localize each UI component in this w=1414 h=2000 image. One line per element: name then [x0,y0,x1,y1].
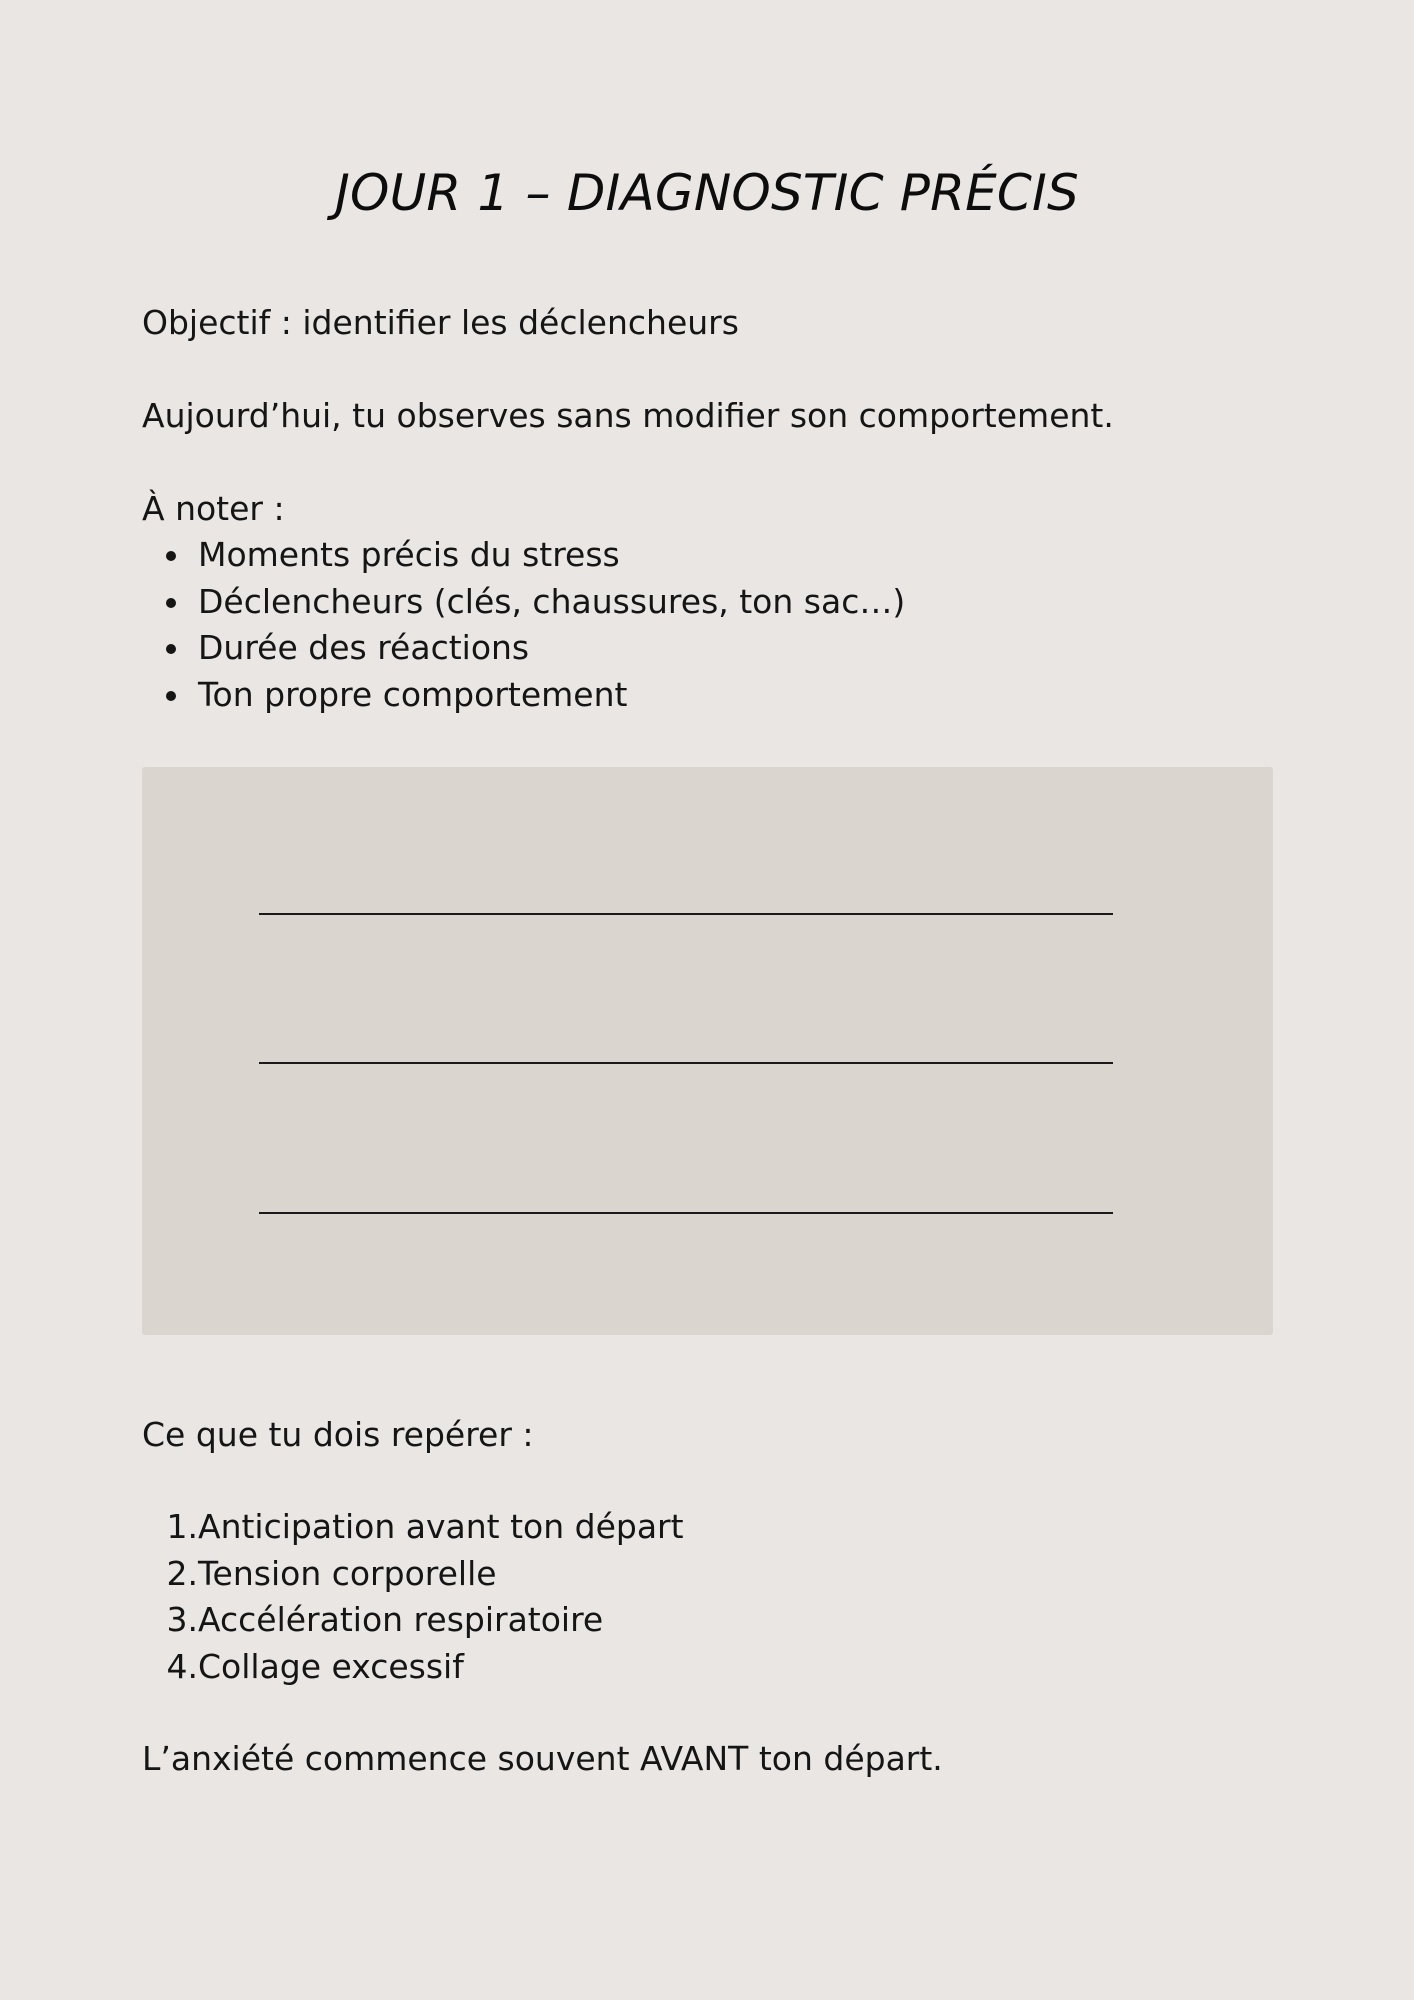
list-item-label: Collage excessif [198,1646,464,1686]
list-item-number: 2. [166,1553,198,1593]
list-item [142,1644,684,1691]
list-item-number: 1. [166,1507,198,1546]
bullet-icon [166,644,176,654]
bullet-icon [166,691,176,701]
intro-text: Aujourd’hui, tu observes sans modifier son comportement. [142,396,1114,435]
list-item-label: Accélération respiratoire [198,1600,604,1639]
list-item-label: Anticipation avant ton départ [198,1507,684,1546]
list-item-label: Tension corporelle [198,1553,497,1593]
list-item [142,625,905,672]
spot-heading: Ce que tu dois repérer : [142,1415,534,1454]
list-item-label: Durée des réactions [198,628,530,667]
writing-line[interactable] [259,913,1113,915]
writing-box[interactable] [142,767,1273,1335]
bullet-icon [166,551,176,561]
list-item [142,532,905,579]
list-item-label: Ton propre comportement [198,674,628,714]
objective-text: Objectif : identifier les déclencheurs [142,303,739,342]
list-item-number: 4. [166,1646,198,1686]
list-item [142,1597,684,1644]
list-item-number: 3. [166,1600,198,1639]
writing-line[interactable] [259,1212,1113,1214]
note-list [142,532,905,718]
list-item [142,1504,684,1551]
page-title: JOUR 1 – DIAGNOSTIC PRÉCIS [335,164,1079,222]
list-item [142,1551,684,1598]
spot-list [142,1504,684,1690]
note-heading: À noter : [142,489,285,528]
list-item-label: Déclencheurs (clés, chaussures, ton sac…) [198,581,906,621]
writing-line[interactable] [259,1062,1113,1064]
bullet-icon [166,598,176,608]
conclusion-text: L’anxiété commence souvent AVANT ton départ. [142,1739,943,1778]
list-item [142,579,905,626]
list-item-label: Moments précis du stress [198,535,620,574]
list-item [142,672,905,719]
